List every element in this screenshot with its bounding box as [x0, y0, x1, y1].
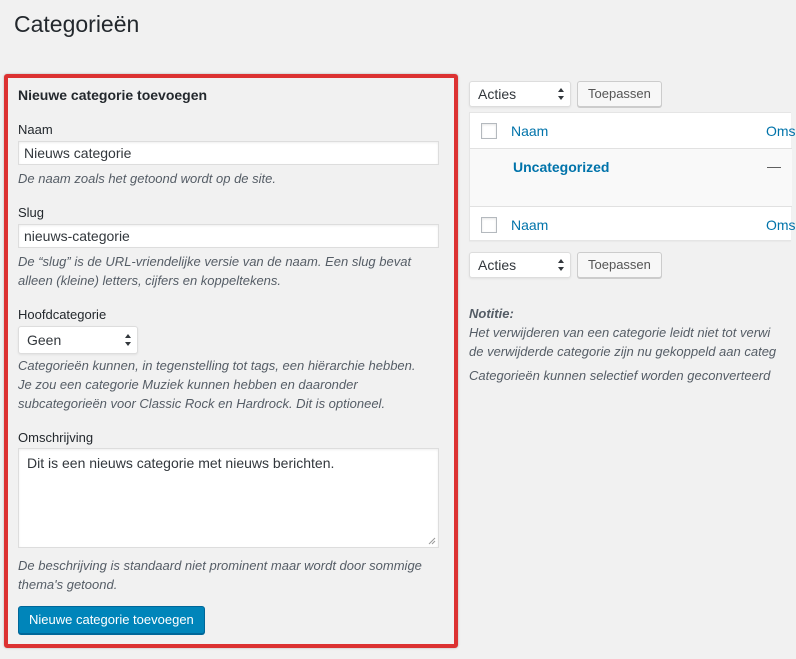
- parent-help-line-1: Categorieën kunnen, in tegenstelling tot tags, een hiërarchie hebben.: [18, 358, 416, 373]
- categories-table: [469, 112, 796, 241]
- page-title: Categorieën: [14, 11, 140, 37]
- note-line-3: Categorieën kunnen selectief worden geconverteerd: [469, 368, 771, 383]
- note-line-2: de verwijderde categorie zijn nu gekoppeld aan categ: [469, 344, 777, 359]
- resize-grip-icon[interactable]: [428, 537, 436, 545]
- select-arrows-icon: [557, 258, 565, 272]
- apply-button-top[interactable]: Toepassen: [577, 81, 662, 107]
- name-input[interactable]: [18, 141, 439, 165]
- table-header-row: [470, 113, 796, 149]
- select-all-checkbox[interactable]: [481, 123, 497, 139]
- table-row: [470, 149, 792, 206]
- column-name-sort-link[interactable]: Naam: [511, 123, 549, 139]
- slug-help-line-1: De “slug” is de URL-vriendelijke versie van de naam. Een slug bevat: [18, 254, 412, 269]
- select-arrows-icon: [557, 87, 565, 101]
- description-value: Dit is een nieuws categorie met nieuws berichten.: [27, 455, 335, 471]
- bulk-actions-value-bottom: Acties: [478, 257, 517, 273]
- description-help-line-2: thema's getoond.: [18, 577, 118, 592]
- apply-button-bottom[interactable]: Toepassen: [577, 252, 662, 278]
- add-category-form: [4, 74, 458, 648]
- parent-help-line-3: subcategorieën voor Classic Rock en Hardrock. Dit is optioneel.: [18, 396, 386, 411]
- description-help-line-1: De beschrijving is standaard niet prominent maar wordt door sommige: [18, 558, 422, 573]
- select-all-checkbox-footer[interactable]: [481, 217, 497, 233]
- column-description-sort-link[interactable]: Oms: [766, 123, 796, 139]
- select-arrows-icon: [124, 333, 132, 347]
- column-name-sort-link-footer[interactable]: Naam: [511, 217, 549, 233]
- note-line-1: Het verwijderen van een categorie leidt niet tot verwi: [469, 325, 771, 340]
- slug-help-line-2: alleen (kleine) letters, cijfers en koppeltekens.: [18, 273, 282, 288]
- column-description-sort-link-footer[interactable]: Oms: [766, 217, 796, 233]
- slug-input[interactable]: [18, 224, 439, 248]
- add-category-button[interactable]: Nieuwe categorie toevoegen: [18, 606, 205, 634]
- parent-category-select[interactable]: [18, 326, 138, 354]
- note-title: Notitie:: [469, 306, 514, 321]
- description-textarea[interactable]: [18, 448, 439, 548]
- form-heading: Nieuwe categorie toevoegen: [18, 87, 208, 103]
- category-description: —: [767, 158, 781, 174]
- bulk-actions-select-top[interactable]: [469, 81, 571, 107]
- category-name-link[interactable]: Uncategorized: [513, 159, 610, 175]
- name-label: Naam: [18, 122, 53, 137]
- parent-category-value: Geen: [27, 332, 62, 348]
- parent-label: Hoofdcategorie: [18, 307, 107, 322]
- parent-help-line-2: Je zou een categorie Muziek kunnen hebben en daaronder: [18, 377, 358, 392]
- table-footer-row: [470, 206, 796, 242]
- bulk-actions-value-top: Acties: [478, 86, 517, 102]
- name-help: De naam zoals het getoond wordt op de site.: [18, 171, 276, 186]
- description-label: Omschrijving: [18, 430, 94, 445]
- bulk-actions-select-bottom[interactable]: [469, 252, 571, 278]
- slug-label: Slug: [18, 205, 45, 220]
